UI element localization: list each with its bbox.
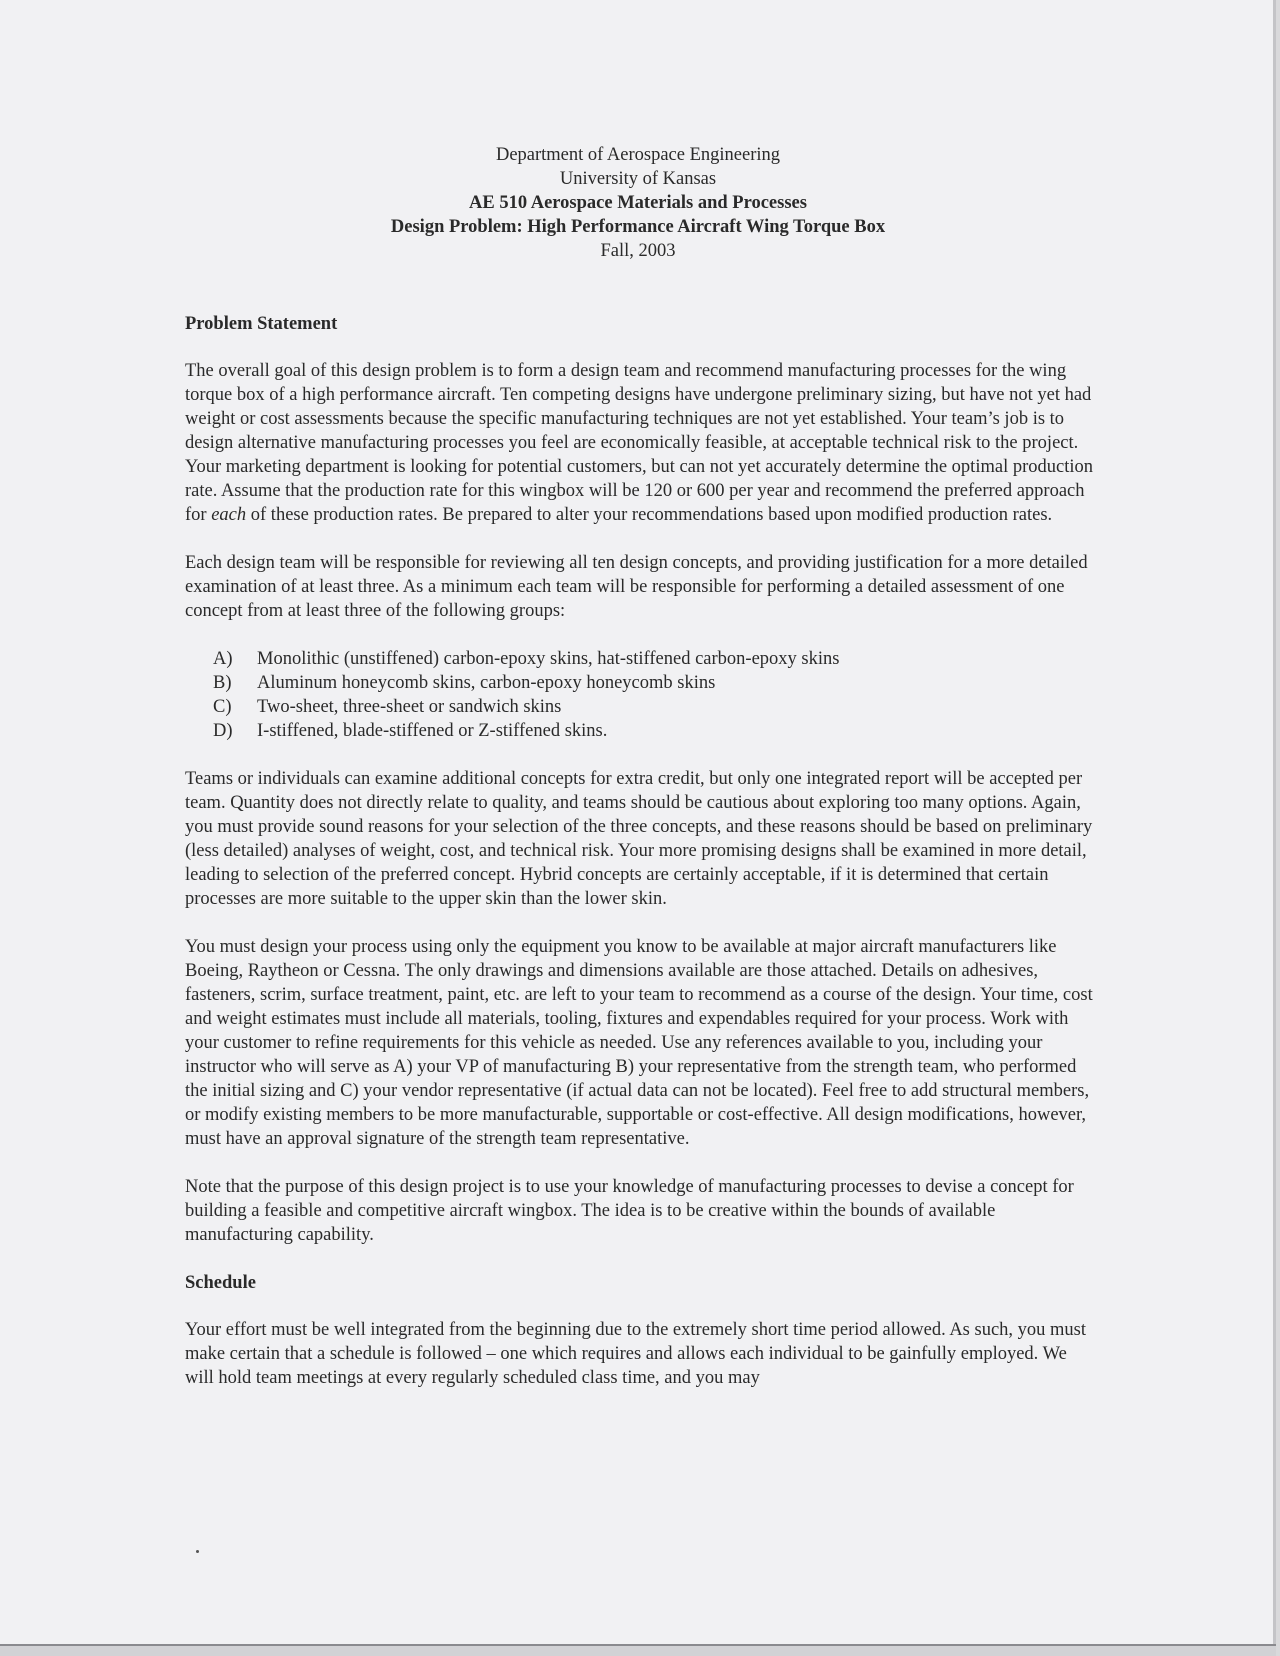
design-problem-title: Design Problem: High Performance Aircraft Wing Torque Box bbox=[390, 217, 886, 237]
emphasis-each: each bbox=[211, 505, 247, 525]
scan-background-strip bbox=[0, 1646, 1276, 1656]
problem-paragraph-5: Note that the purpose of this design project is to use your knowledge of manufacturing processes to devise a concept for building a feasible and competitive aircraft wingbox. The idea is to be creative within the bounds of available manufacturing capability. bbox=[185, 1177, 1074, 1245]
problem-statement-heading: Problem Statement bbox=[185, 314, 338, 334]
list-item: D) I-stiffened, blade-stiffened or Z-stiffened skins. bbox=[213, 721, 608, 741]
list-item: C) Two-sheet, three-sheet or sandwich skins bbox=[213, 697, 562, 717]
problem-paragraph-4: You must design your process using only the equipment you know to be available at major aircraft manufacturers like Boeing, Raytheon or Cessna. The only drawings and dimensions available are those attached. Details on adhesives, fasteners, scrim, surface treatment, paint, etc. are left to your team to recommend as a course of the design. Your time, cost and weight estimates must include all materials, tooling, fixtures and expendables required for your process. Work with your customer to refine requirements for this vehicle as needed. Use any references available to you, including your instructor who will serve as A) your VP of manufacturing B) your representative from the strength team, who performed the initial sizing and C) your vendor representative (if actual data can not be located). Feel free to add structural members, or modify existing members to be more manufacturable, supportable or cost-effective. All design modifications, however, must have an approval signature of the strength team representative. bbox=[185, 937, 1093, 1149]
list-item: A) Monolithic (unstiffened) carbon-epoxy skins, hat-stiffened carbon-epoxy skins bbox=[213, 649, 840, 669]
problem-paragraph-1: The overall goal of this design problem is to form a design team and recommend manufacturing processes for the wing torque box of a high performance aircraft. Ten competing designs have undergone preliminary sizing, but have not yet had weight or cost assessments because the specific manufacturing techniques are not yet established. Your team’s job is to design alternative manufacturing processes you feel are economically feasible, at acceptable technical risk to the project. Your marketing department is looking for potential customers, but can not yet accurately determine the optimal production rate. Assume that the production rate for this wingbox will be 120 or 600 per year and recommend the preferred approach for each of these production rates. Be prepared to alter your recommendations based upon modified production rates. bbox=[185, 361, 1093, 525]
problem-paragraph-3: Teams or individuals can examine additional concepts for extra credit, but only one integrated report will be accepted per team. Quantity does not directly relate to quality, and teams should be cautious about exploring too many options. Again, you must provide sound reasons for your selection of the three concepts, and these reasons should be based on preliminary (less detailed) analyses of weight, cost, and technical risk. Your more promising designs shall be examined in more detail, leading to selection of the preferred concept. Hybrid concepts are certainly acceptable, if it is determined that certain processes are more suitable to the upper skin than the lower skin. bbox=[185, 769, 1093, 909]
document-body bbox=[185, 312, 1095, 1390]
scan-speck bbox=[196, 1550, 199, 1553]
schedule-paragraph-1: Your effort must be well integrated from the beginning due to the extremely short time period allowed. As such, you must make certain that a schedule is followed – one which requires and allows each individual to be gainfully employed. We will hold team meetings at every regularly scheduled class time, and you may bbox=[185, 1320, 1087, 1388]
schedule-heading: Schedule bbox=[185, 1273, 256, 1293]
problem-paragraph-2: Each design team will be responsible for reviewing all ten design concepts, and providing justification for a more detailed examination of at least three. As a minimum each team will be responsible for performing a detailed assessment of one concept from at least three of the following groups: bbox=[185, 553, 1088, 621]
concept-group-list bbox=[213, 647, 1095, 743]
university-line: University of Kansas bbox=[559, 169, 717, 189]
course-title: AE 510 Aerospace Materials and Processes bbox=[469, 193, 807, 213]
list-item: B) Aluminum honeycomb skins, carbon-epoxy honeycomb skins bbox=[213, 673, 716, 693]
department-line: Department of Aerospace Engineering bbox=[495, 145, 781, 165]
document-header bbox=[0, 143, 1276, 263]
semester-line: Fall, 2003 bbox=[600, 241, 676, 261]
